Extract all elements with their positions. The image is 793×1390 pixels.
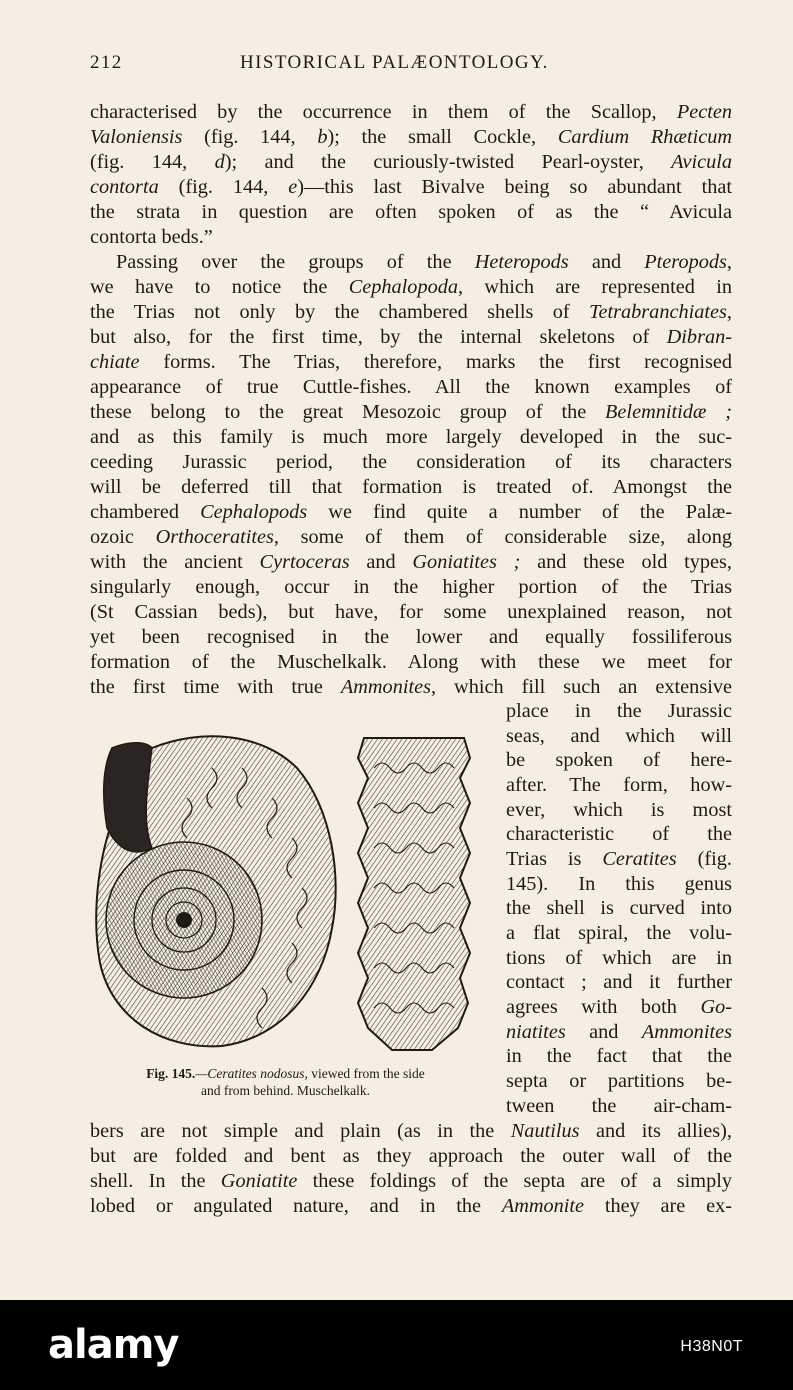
text-line [90, 175, 732, 200]
italic-run: Valoniensis [90, 126, 183, 148]
text-run: the shell is curved into [506, 897, 732, 919]
text-run: in the fact that the [506, 1045, 732, 1067]
italic-run: Cardium Rhæticum [557, 126, 732, 148]
text-run: lobed or angulated nature, and in the [90, 1195, 502, 1217]
text-line [506, 847, 732, 872]
text-line [90, 275, 732, 300]
text-line [506, 773, 732, 798]
figure-species: —Ceratites nodosus, [195, 1066, 308, 1081]
text-run: , [726, 251, 732, 273]
figure-caption [88, 1065, 483, 1099]
text-run: we have to notice the [90, 276, 349, 298]
text-run: ceeding Jurassic period, the consideration of its characters [90, 451, 732, 473]
ammonite-figure [92, 728, 480, 1060]
text-line [90, 150, 732, 175]
italic-run: Cephalopoda [348, 276, 459, 298]
italic-run: Cyrtoceras [259, 551, 350, 573]
text-run: we find quite a number of the Palæ- [307, 501, 732, 523]
text-run: but are folded and bent as they approach the outer wall of the [90, 1145, 732, 1167]
text-run: they are ex- [584, 1195, 732, 1217]
text-line [506, 724, 732, 749]
text-run: , some of them of considerable size, along [273, 526, 732, 548]
text-run: appearance of true Cuttle-fishes. All the known examples of [90, 376, 732, 398]
text-line [506, 1094, 732, 1119]
italic-run: b [317, 126, 328, 148]
text-run: and [349, 551, 413, 573]
text-run: and its allies), [579, 1120, 732, 1142]
text-run: the Trias not only by the chambered shells of [90, 301, 590, 323]
figure-label: Fig. 145. [146, 1066, 196, 1081]
text-run: (fig. 144, [182, 126, 318, 148]
text-run: characterised by the occurrence in them of the Scallop, [90, 101, 677, 123]
text-line [506, 748, 732, 773]
text-run: singularly enough, occur in the higher portion of the Trias [90, 576, 732, 598]
text-run: with the ancient [90, 551, 260, 573]
italic-run: d [214, 151, 225, 173]
italic-run: Pecten [676, 101, 732, 123]
italic-run: Dibran- [666, 326, 732, 348]
text-run: the first time with true [90, 676, 341, 698]
watermark-bar [0, 1300, 793, 1390]
text-run: be spoken of here- [506, 749, 732, 771]
text-line [90, 600, 732, 625]
italic-run: Avicula [671, 151, 732, 173]
shell-back-view [358, 738, 470, 1050]
text-run: Trias is [506, 848, 603, 870]
text-line [90, 300, 732, 325]
text-run: tween the air-cham- [506, 1095, 732, 1117]
text-run: forms. The Trias, therefore, marks the first recognised [139, 351, 732, 373]
italic-run: Goniatite [220, 1170, 298, 1192]
text-line [90, 525, 732, 550]
text-line [506, 798, 732, 823]
text-run: (fig. [676, 848, 732, 870]
italic-run: Orthoceratites [155, 526, 274, 548]
page-header [90, 52, 735, 78]
text-run: and [565, 1021, 642, 1043]
text-line [90, 575, 732, 600]
text-line [90, 1169, 732, 1194]
text-run: formation of the Muschelkalk. Along with these we meet for [90, 651, 732, 673]
text-run: contorta beds.” [90, 226, 213, 248]
text-line [90, 1119, 732, 1144]
text-line [90, 650, 732, 675]
text-run: shell. In the [90, 1170, 221, 1192]
italic-run: Go- [700, 996, 732, 1018]
caption-text-2: and from behind. Muschelkalk. [200, 1083, 371, 1098]
text-line [506, 872, 732, 897]
text-run: and [568, 251, 645, 273]
italic-run: e [288, 176, 298, 198]
italic-run: Belemnitidæ ; [605, 401, 732, 423]
text-run: and these old types, [520, 551, 732, 573]
alamy-logo: alamy [48, 1322, 179, 1368]
text-line [90, 475, 732, 500]
text-line [90, 1144, 732, 1169]
text-run: Passing over the groups of the [116, 251, 475, 273]
ceratites-illustration [92, 728, 480, 1060]
text-line [506, 896, 732, 921]
text-line [90, 325, 732, 350]
italic-run: niatites [506, 1021, 566, 1043]
text-line [506, 699, 732, 724]
italic-run: Heteropods [474, 251, 569, 273]
text-line [90, 200, 732, 225]
text-line [116, 250, 732, 275]
text-run: the strata in question are often spoken of as the “ Avicula [90, 201, 732, 223]
text-run: septa or partitions be- [506, 1070, 732, 1092]
italic-run: Ammonites [641, 1021, 732, 1043]
text-line [506, 995, 732, 1020]
text-run: bers are not simple and plain (as in the [90, 1120, 511, 1142]
text-run: these foldings of the septa are of a simply [297, 1170, 732, 1192]
text-run: characteristic of the [506, 823, 732, 845]
italic-run: Tetrabranchiates [589, 301, 727, 323]
italic-run: Pteropods [644, 251, 727, 273]
running-head: HISTORICAL PALÆONTOLOGY. [240, 52, 549, 73]
text-run: , which are represented in [458, 276, 732, 298]
text-line [90, 1194, 732, 1219]
text-line [506, 822, 732, 847]
text-line [90, 425, 732, 450]
text-run: )—this last Bivalve being so abundant that [297, 176, 732, 198]
text-line [90, 100, 732, 125]
text-line [90, 400, 732, 425]
italic-run: contorta [90, 176, 159, 198]
text-line [90, 225, 732, 250]
text-run: seas, and which will [506, 725, 732, 747]
text-run: (fig. 144, [158, 176, 289, 198]
italic-run: Ammonites [340, 676, 432, 698]
text-line [506, 1069, 732, 1094]
italic-run: Ceratites [602, 848, 677, 870]
text-run: ); and the curiously-twisted Pearl-oyster, [224, 151, 672, 173]
italic-run: Goniatites ; [412, 551, 521, 573]
text-line [506, 946, 732, 971]
text-run: but also, for the first time, by the internal skeletons of [90, 326, 667, 348]
text-run: these belong to the great Mesozoic group of the [90, 401, 606, 423]
text-line [90, 550, 732, 575]
text-run: 145). In this genus [506, 873, 732, 895]
text-run: agrees with both [506, 996, 701, 1018]
italic-run: Nautilus [510, 1120, 580, 1142]
text-line [90, 500, 732, 525]
text-line [506, 921, 732, 946]
text-run: tions of which are in [506, 947, 732, 969]
text-line [506, 1020, 732, 1045]
text-run: ozoic [90, 526, 156, 548]
italic-run: chiate [90, 351, 140, 373]
italic-run: Ammonite [501, 1195, 585, 1217]
text-run: , which fill such an extensive [431, 676, 732, 698]
text-line [90, 675, 732, 700]
page-number: 212 [90, 52, 123, 73]
caption-text-1: viewed from the side [307, 1066, 425, 1081]
text-run: and as this family is much more largely developed in the suc- [90, 426, 732, 448]
text-run: (fig. 144, [90, 151, 215, 173]
shell-side-view [96, 736, 335, 1046]
text-run: ever, which is most [506, 799, 732, 821]
text-line [506, 970, 732, 995]
text-line [90, 125, 732, 150]
text-run: (St Cassian beds), but have, for some unexplained reason, not [90, 601, 732, 623]
text-line [506, 1044, 732, 1069]
text-run: will be deferred till that formation is treated of. Amongst the [90, 476, 732, 498]
text-line [90, 375, 732, 400]
text-run: contact ; and it further [506, 971, 732, 993]
text-run: a flat spiral, the volu- [506, 922, 732, 944]
text-run: ); the small Cockle, [327, 126, 558, 148]
text-line [90, 625, 732, 650]
text-line [90, 350, 732, 375]
text-run: chambered [90, 501, 201, 523]
text-run: , [726, 301, 732, 323]
italic-run: Cephalopods [200, 501, 308, 523]
image-id: H38N0T [680, 1338, 743, 1355]
text-run: after. The form, how- [506, 774, 732, 796]
text-line [90, 450, 732, 475]
text-run: place in the Jurassic [506, 700, 732, 722]
text-run: yet been recognised in the lower and equally fossiliferous [90, 626, 732, 648]
